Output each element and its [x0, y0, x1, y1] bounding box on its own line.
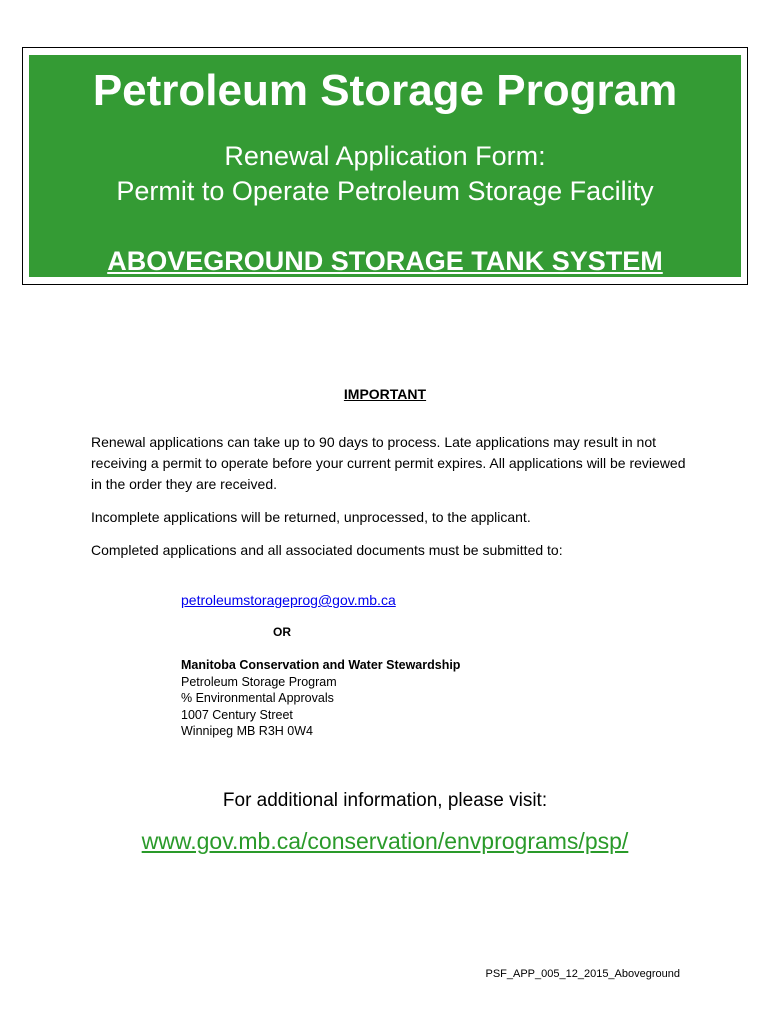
or-separator: OR [273, 625, 291, 639]
mailing-address [181, 657, 460, 740]
submission-instructions-paragraph: Completed applications and all associated documents must be submitted to: [91, 542, 563, 558]
address-program: Petroleum Storage Program [181, 674, 337, 689]
processing-time-paragraph: Renewal applications can take up to 90 days to process. Late applications may result in not receiving a permit to operate before your current permit expires. All applications will be reviewed in the order they are received. [91, 434, 686, 492]
additional-info-text: For additional information, please visit: [222, 790, 548, 811]
form-subtitle: Renewal Application Form: [224, 141, 546, 171]
email-link[interactable]: petroleumstorageprog@gov.mb.ca [181, 592, 396, 608]
address-care-of: % Environmental Approvals [181, 691, 334, 706]
title-banner [29, 55, 741, 277]
address-organization: Manitoba Conservation and Water Stewardship [181, 658, 461, 672]
title-banner-frame [22, 47, 748, 285]
permit-subtitle: Permit to Operate Petroleum Storage Facility [116, 176, 654, 206]
important-heading: IMPORTANT [343, 386, 427, 402]
website-link[interactable]: www.gov.mb.ca/conservation/envprograms/psp/ [141, 828, 629, 854]
tank-system-heading: ABOVEGROUND STORAGE TANK SYSTEM [107, 246, 663, 276]
address-city: Winnipeg MB R3H 0W4 [181, 724, 313, 739]
form-code: PSF_APP_005_12_2015_Aboveground [485, 968, 680, 980]
program-title: Petroleum Storage Program [92, 66, 678, 115]
incomplete-applications-paragraph: Incomplete applications will be returned, unprocessed, to the applicant. [91, 509, 531, 525]
address-street: 1007 Century Street [181, 707, 293, 722]
